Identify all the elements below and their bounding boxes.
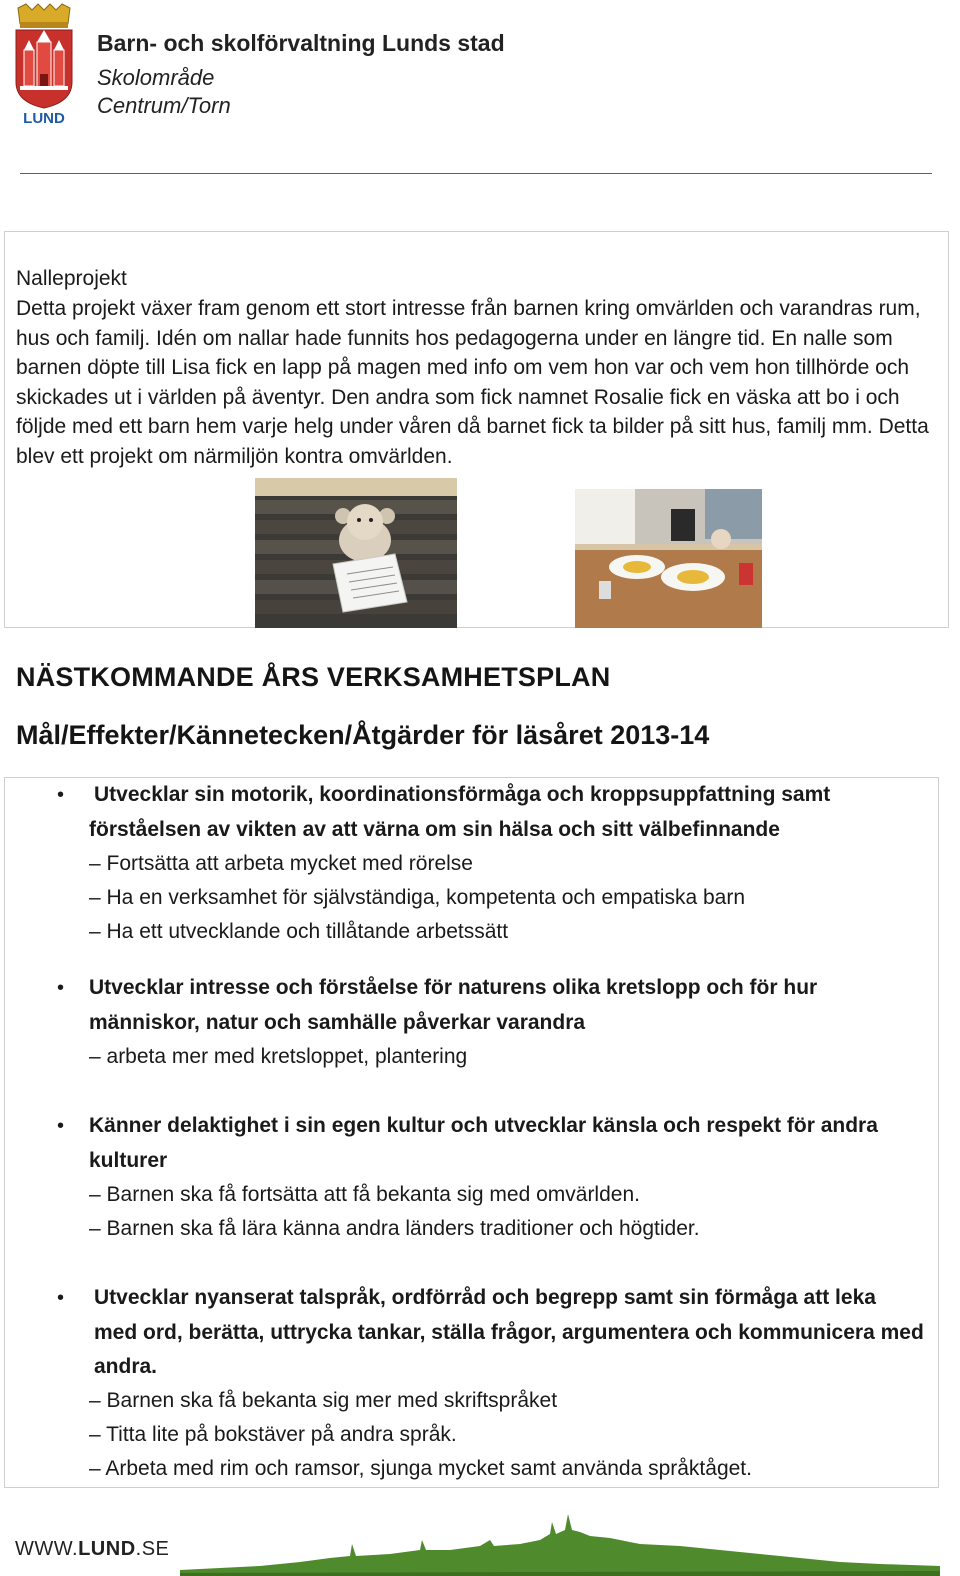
bullet: • (57, 1115, 65, 1137)
project-description: Detta projekt växer fram genom ett stort intresse från barnen kring omvärlden och varandras rum, hus och familj. Idén om nallar hade funnits hos pedagogerna under en längre tid. En nalle som barnen döpte till Lisa fick en lapp på magen med info om vem hon var och vem hon tillhörde och skickades ut i världen på äventyr. Den andra som fick namnet Rosalie fick en väska att bo i och följde med ett barn hem varje helg under våren då barnet fick ta bilder på sitt hus, familj mm. Detta blev ett projekt om närmiljön kontra omvärlden. (16, 297, 929, 468)
goal-action: – Titta lite på bokstäver på andra språk. (89, 1423, 457, 1446)
goal-action: – arbeta mer med kretsloppet, plantering (89, 1045, 468, 1068)
project-section (4, 231, 949, 628)
goal-headline: Utvecklar intresse och förståelse för naturens olika kretslopp och för hur människor, natur och samhälle påverkar varandra (89, 976, 818, 1034)
teddy-bear-photo (255, 478, 457, 628)
goals-heading: Mål/Effekter/Kännetecken/Åtgärder för läsåret 2013-14 (16, 720, 710, 750)
school-area: Skolområde (97, 65, 215, 90)
website-link[interactable]: WWW.LUND.SE (15, 1538, 170, 1560)
goal-headline: Känner delaktighet i sin egen kultur och utvecklar känsla och respekt för andra kulturer (89, 1114, 878, 1172)
lund-crest-logo (12, 2, 76, 126)
goal-action: – Barnen ska få bekanta sig mer med skriftspråket (89, 1389, 558, 1412)
bullet: • (57, 1287, 65, 1309)
page-footer (0, 1500, 960, 1576)
bullet: • (57, 977, 65, 999)
goal-headline: Utvecklar sin motorik, koordinationsförmåga och kroppsuppfattning samt förståelsen av vikten av att värna om sin hälsa och sitt välbefinnande (89, 783, 831, 841)
goals-section (4, 777, 939, 1488)
organization-name: Barn- och skolförvaltning Lunds stad (97, 30, 505, 56)
goal-action: – Barnen ska få fortsätta att få bekanta sig med omvärlden. (89, 1183, 640, 1206)
bullet: • (57, 784, 65, 806)
goal-action: – Arbeta med rim och ramsor, sjunga mycket samt använda språktåget. (89, 1457, 752, 1480)
goal-action: – Ha en verksamhet för självständiga, kompetenta och empatiska barn (89, 886, 746, 909)
city-skyline-graphic (180, 1500, 940, 1576)
goal-headline: Utvecklar nyanserat talspråk, ordförråd och begrepp samt sin förmåga att leka med ord, berätta, uttrycka tankar, ställa frågor, argumentera och kommunicera med andra. (94, 1286, 924, 1378)
header-divider (20, 173, 932, 174)
svg-text:LUND: LUND (23, 110, 65, 126)
goal-action: – Fortsätta att arbeta mycket med rörelse (89, 852, 473, 875)
page-header (0, 0, 960, 180)
goal-action: – Barnen ska få lära känna andra länders traditioner och högtider. (89, 1217, 700, 1240)
goal-action: – Ha ett utvecklande och tillåtande arbetssätt (89, 920, 509, 943)
school-area-name: Centrum/Torn (97, 93, 231, 118)
plan-heading: NÄSTKOMMANDE ÅRS VERKSAMHETSPLAN (16, 662, 611, 692)
project-title: Nalleprojekt (16, 267, 127, 290)
kitchen-table-photo (575, 489, 762, 628)
